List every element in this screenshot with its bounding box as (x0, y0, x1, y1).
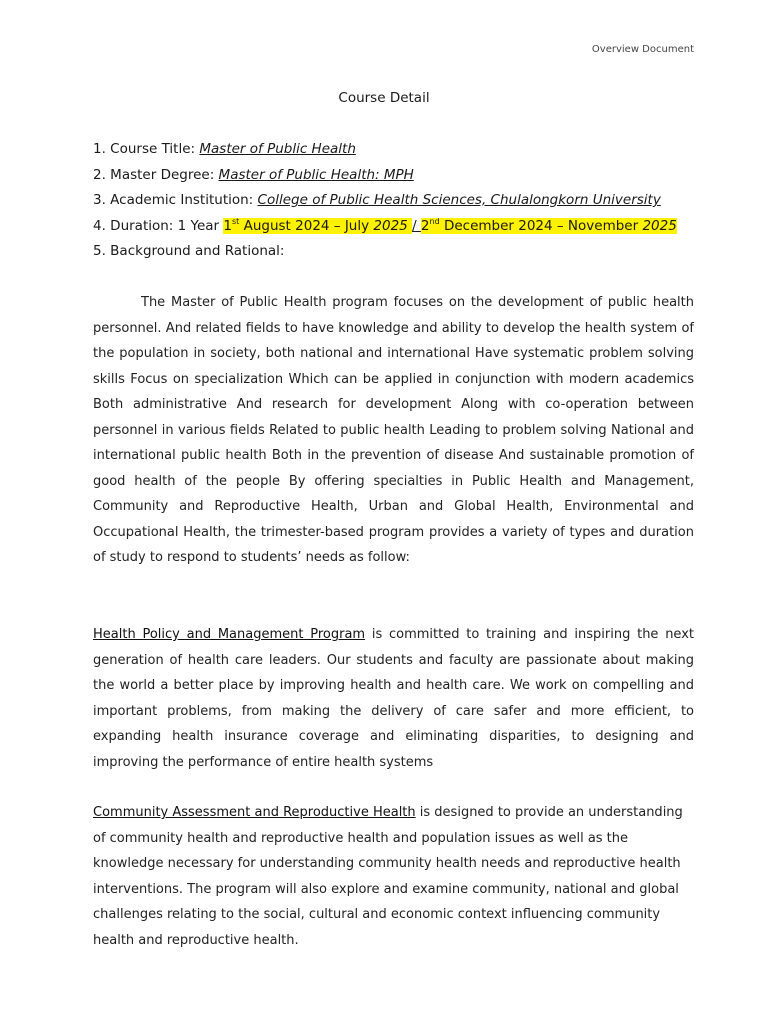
intake-1-sup: st (232, 216, 240, 226)
page-title: Course Detail (338, 90, 430, 106)
duration-label: 4. Duration: 1 Year (93, 217, 224, 234)
field-label: 1. Course Title: (93, 141, 200, 157)
intake-separator: / (412, 217, 421, 234)
intake-1-year: 2025 (373, 217, 413, 234)
field-value: College of Public Health Sciences, Chulalongkorn University (257, 192, 661, 208)
program-name: Health Policy and Management Program (93, 627, 366, 642)
field-label: 3. Academic Institution: (93, 192, 258, 208)
intake-2-text: December 2024 – November (439, 217, 643, 234)
program-name: Community Assessment and Reproductive Health (93, 805, 416, 820)
field-academic-institution (93, 190, 703, 216)
program-description: is designed to provide an understanding of community health and reproductive health and population issues as well as the knowledge necessary for understanding community health needs and reproductive health interventions. The program will also explore and examine community, national and global challenges relating to the social, cultural and economic context influencing community health and reproductive health. (93, 805, 683, 948)
field-value: Master of Public Health: MPH (218, 166, 414, 183)
background-paragraph: The Master of Public Health program focuses on the development of public health personnel. And related fields to have knowledge and ability to develop the health system of the population in society, both national and international Have systematic problem solving skills Focus on specialization Which can be applied in conjunction with modern academics Both administrative And research for development Along with co-operation between personnel in various fields Related to public health Leading to problem solving National and international public health Both in the prevention of disease And sustainable promotion of good health of the people By offering specialties in Public Health and Management, Community and Reproductive Health, Urban and Global Health, Environmental and Occupational Health, the trimester-based program provides a variety of types and duration of study to respond to students’ needs as follow: (93, 295, 694, 565)
intake-2-day: 2 (420, 217, 430, 234)
field-duration (93, 216, 703, 242)
program-description: is committed to training and inspiring the next generation of health care leaders. Our students and faculty are passionate about making the world a better place by improving health and health care. We work on compelling and important problems, from making the delivery of care safer and more efficient, to expanding health insurance coverage and eliminating disparities, to designing and improving the performance of entire health systems (93, 627, 694, 770)
intake-1-day: 1 (223, 217, 232, 234)
field-master-degree (93, 165, 703, 191)
program-paragraph (93, 800, 694, 953)
field-value: Master of Public Health (199, 141, 356, 157)
field-background-label: 5. Background and Rational: (93, 243, 285, 259)
field-label: 2. Master Degree: (93, 166, 219, 183)
program-paragraph (93, 622, 694, 775)
intake-2-sup: nd (429, 216, 440, 226)
intake-2-highlight (421, 218, 677, 234)
intake-1-text: August 2024 – July (239, 217, 374, 234)
header-note: Overview Document (591, 44, 694, 55)
intake-1-highlight (223, 218, 412, 234)
course-fields (93, 139, 703, 267)
intake-2-year: 2025 (642, 217, 677, 234)
field-course-title (93, 139, 703, 165)
